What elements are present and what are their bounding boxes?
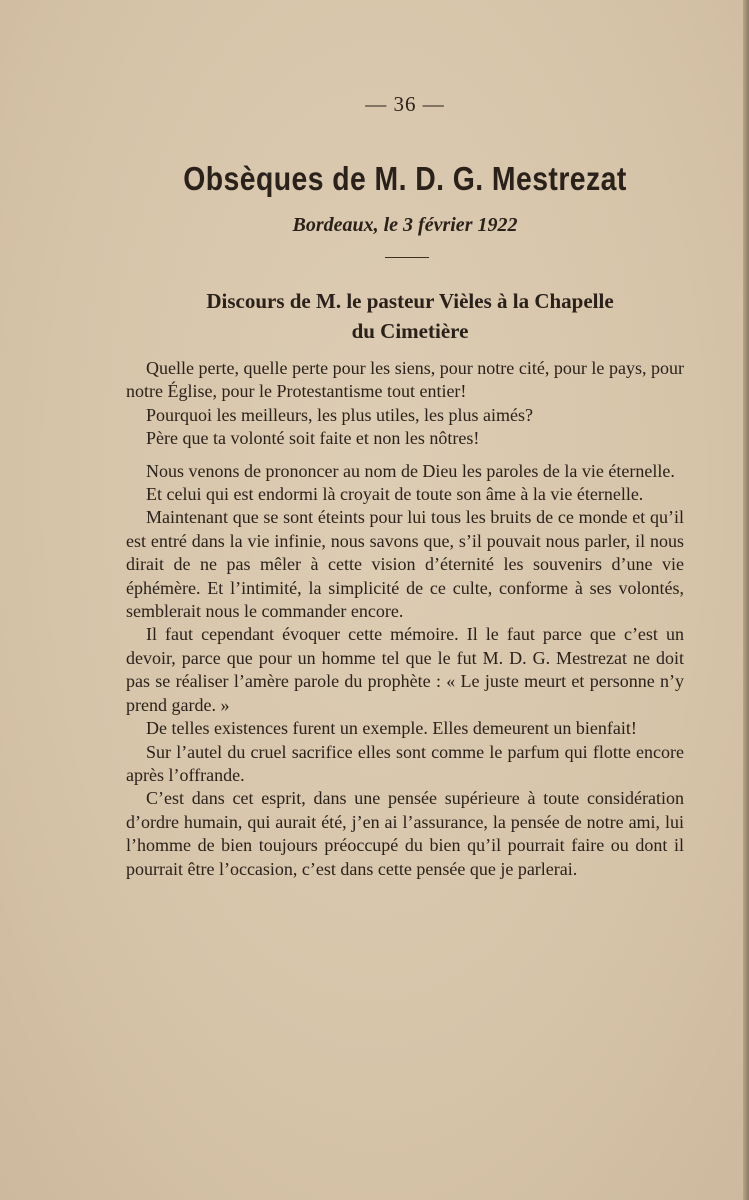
paragraph: Il faut cependant évoquer cette mémoire. Il le faut parce que c’est un devoir, parce que pour un homme tel que le fut M. D. G. Mestrezat ne doit pas se réaliser l’amère parole du prophète : « Le juste meurt et personne n’y prend garde. » bbox=[126, 624, 684, 715]
paragraph: Père que ta volonté soit faite et non les nôtres! bbox=[146, 428, 480, 449]
speech-body bbox=[126, 357, 684, 881]
dateline: Bordeaux, le 3 février 1922 bbox=[292, 214, 518, 236]
paragraph: Sur l’autel du cruel sacrifice elles sont comme le parfum qui flotte encore après l’offrande. bbox=[126, 741, 684, 785]
section-title bbox=[140, 286, 680, 346]
paragraph: Nous venons de prononcer au nom de Dieu les paroles de la vie éternelle. bbox=[146, 460, 675, 481]
section-title-line-2: du Cimetière bbox=[351, 319, 469, 343]
paragraph: Pourquoi les meilleurs, les plus utiles, les plus aimés? bbox=[146, 404, 533, 425]
page-title: Obsèques de M. D. G. Mestrezat bbox=[183, 160, 627, 197]
paragraph: Maintenant que se sont éteints pour lui tous les bruits de ce monde et qu’il est entré dans la vie infinie, nous savons que, s’il pouvait nous parler, il nous dirait de ne pas mêler à cette vision d’éternité les souvenirs d’une vie éphémère. Et l’intimité, la simplicité de ce culte, conforme à ses volontés, semblerait nous le commander encore. bbox=[126, 507, 684, 622]
page-number: — 36 — bbox=[365, 92, 445, 116]
paragraph: Et celui qui est endormi là croyait de toute son âme à la vie éternelle. bbox=[146, 484, 644, 505]
paragraph: De telles existences furent un exemple. Elles demeurent un bienfait! bbox=[146, 718, 637, 739]
paragraph: C’est dans cet esprit, dans une pensée supérieure à toute considération d’ordre humain, qui aurait été, j’en ai l’assurance, la pensée de notre ami, lui l’homme de bien toujours préoccupé du bien qu’il pourrait faire ou dont il pourrait être l’occasion, c’est dans cette pensée que je parlerai. bbox=[126, 788, 684, 879]
paragraph: Quelle perte, quelle perte pour les siens, pour notre cité, pour le pays, pour notre Église, pour le Protestantisme tout entier! bbox=[126, 358, 684, 402]
divider-rule bbox=[385, 257, 429, 258]
section-title-line-1: Discours de M. le pasteur Vièles à la Chapelle bbox=[206, 289, 614, 313]
